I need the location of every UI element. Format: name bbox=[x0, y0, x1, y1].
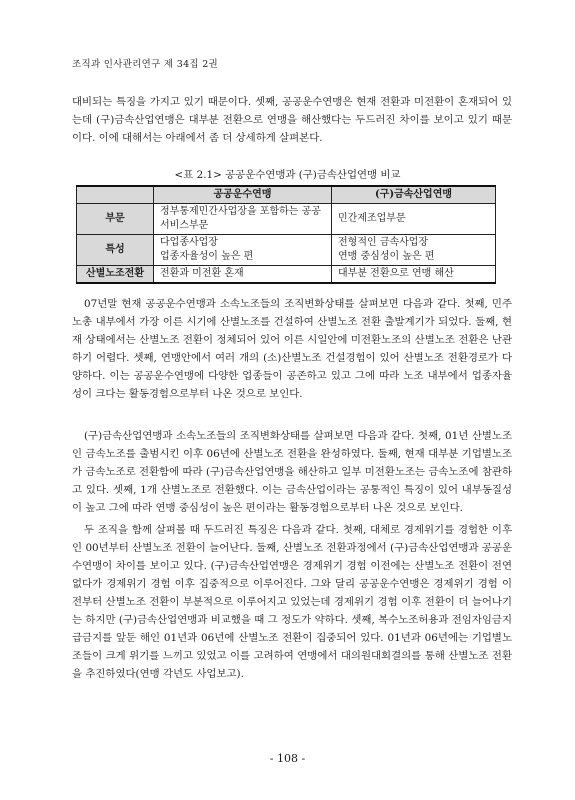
body-paragraph-1: 07년말 현재 공공운수연맹과 소속노조들의 조직변화상태를 살펴보면 다음과 같다. 첫째, 민주노총 내부에서 가장 이른 시기에 산별노조를 건설하여 산별노조 전환 출발계기가 되었다. 둘째, 현재 상태에서는 산별노조 전환이 정체되어 있어 이른 시일안에 미전환노조의 산별노조 전환은 난관하기 어렵다. 셋째, 연맹안에서 여러 개의 (소)산별노조 건설경험이 있어 산별노조 전환경로가 다양하다. 이는 공공운수연맹에 다양한 업종들이 공존하고 있고 그에 따라 노조 내부에서 업종자율성이 크다는 활동경험으로부터 나온 것으로 보인다. bbox=[72, 298, 512, 400]
comparison-table bbox=[76, 185, 496, 284]
table-header-row bbox=[77, 186, 496, 204]
table-row bbox=[77, 266, 496, 284]
header-metal-industry: (구)금속산업연맹 bbox=[332, 186, 496, 204]
cell-public-sector: 정부통제민간사업장을 포함하는 공공서비스부문 bbox=[154, 204, 332, 235]
cell-metal-sector: 민간제조업부문 bbox=[332, 204, 496, 235]
header-public-transport: 공공운수연맹 bbox=[154, 186, 332, 204]
intro-paragraph: 대비되는 특징을 가지고 있기 때문이다. 셋째, 공공운수연맹은 현재 전환과 미전환이 혼재되어 있는데 (구)금속산업연맹은 대부분 전환으로 연맹을 해산했다는 두드러진 차이를 보이고 있기 때문이다. 이에 대해서는 아래에서 좀 더 상세하게 살펴본다. bbox=[72, 96, 512, 144]
cell-metal-characteristics bbox=[332, 235, 496, 266]
table-row bbox=[77, 235, 496, 266]
row-label-conversion: 산별노조전환 bbox=[77, 266, 154, 284]
table-caption: <표 2.1> 공공운수연맹과 (구)금속산업연맹 비교 bbox=[174, 169, 401, 181]
cell-line: 다업종사업장 bbox=[160, 237, 218, 248]
cell-line: 전형적인 금속사업장 bbox=[338, 237, 429, 248]
table-row bbox=[77, 204, 496, 235]
row-label-characteristics: 특성 bbox=[77, 235, 154, 266]
page-number: - 108 - bbox=[269, 752, 306, 765]
header-blank-cell bbox=[77, 186, 154, 204]
cell-public-characteristics bbox=[154, 235, 332, 266]
running-header: 조직과 인사관리연구 제 34집 2권 bbox=[72, 59, 219, 70]
row-label-sector: 부문 bbox=[77, 204, 154, 235]
cell-line: 업종자율성이 높은 편 bbox=[160, 251, 254, 262]
cell-public-conversion: 전환과 미전환 혼재 bbox=[154, 266, 332, 284]
body-paragraph-3: 두 조직을 함께 살펴볼 때 두드러진 특징은 다음과 같다. 첫째, 대체로 경제위기를 경험한 이후인 00년부터 산별노조 전환이 늘어난다. 둘째, 산별노조 전환과정에서 (구)금속산업연맹과 공공운수연맹이 차이를 보이고 있다. (구)금속산업연맹은 경제위기 경험 이전에는 산별노조 전환이 전연 없다가 경제위기 경험 이후 집중적으로 이루어진다. 그와 달리 공공운수연맹은 경제위기 경험 이전부터 산별노조 전환이 부분적으로 이루어지고 있었는데 경제위기 경험 이후 전환이 더 늘어나기는 하지만 (구)금속산업연맹과 비교했을 때 그 정도가 약하다. 셋째, 복수노조허용과 전임자임금지급금지를 앞둔 해인 01년과 06년에 산별노조 전환이 집중되어 있다. 01년과 06년에는 기업별노조들이 크게 위기를 느끼고 있었고 이를 고려하여 연맹에서 대의원대회결의를 통해 산별노조 전환을 추진하였다(연맹 각년도 사업보고). bbox=[72, 524, 512, 680]
cell-metal-conversion: 대부분 전환으로 연맹 해산 bbox=[332, 266, 496, 284]
body-paragraph-2: (구)금속산업연맹과 소속노조들의 조직변화상태를 살펴보면 다음과 같다. 첫째, 01년 산별노조인 금속노조를 출범시킨 이후 06년에 산별노조 전환을 완성하였다. 둘째, 현재 대부분 기업별노조가 금속노조로 전환함에 따라 (구)금속산업연맹을 해산하고 일부 미전환노조는 금속노조에 참관하고 있다. 셋째, 1개 산별노조로 전환했다. 이는 금속산업이라는 공통적인 특징이 있어 내부동질성이 높고 그에 따라 연맹 중심성이 높은 편이라는 활동경험으로부터 나온 것으로 보인다. bbox=[72, 430, 512, 514]
cell-line: 연맹 중심성이 높은 편 bbox=[338, 251, 435, 262]
